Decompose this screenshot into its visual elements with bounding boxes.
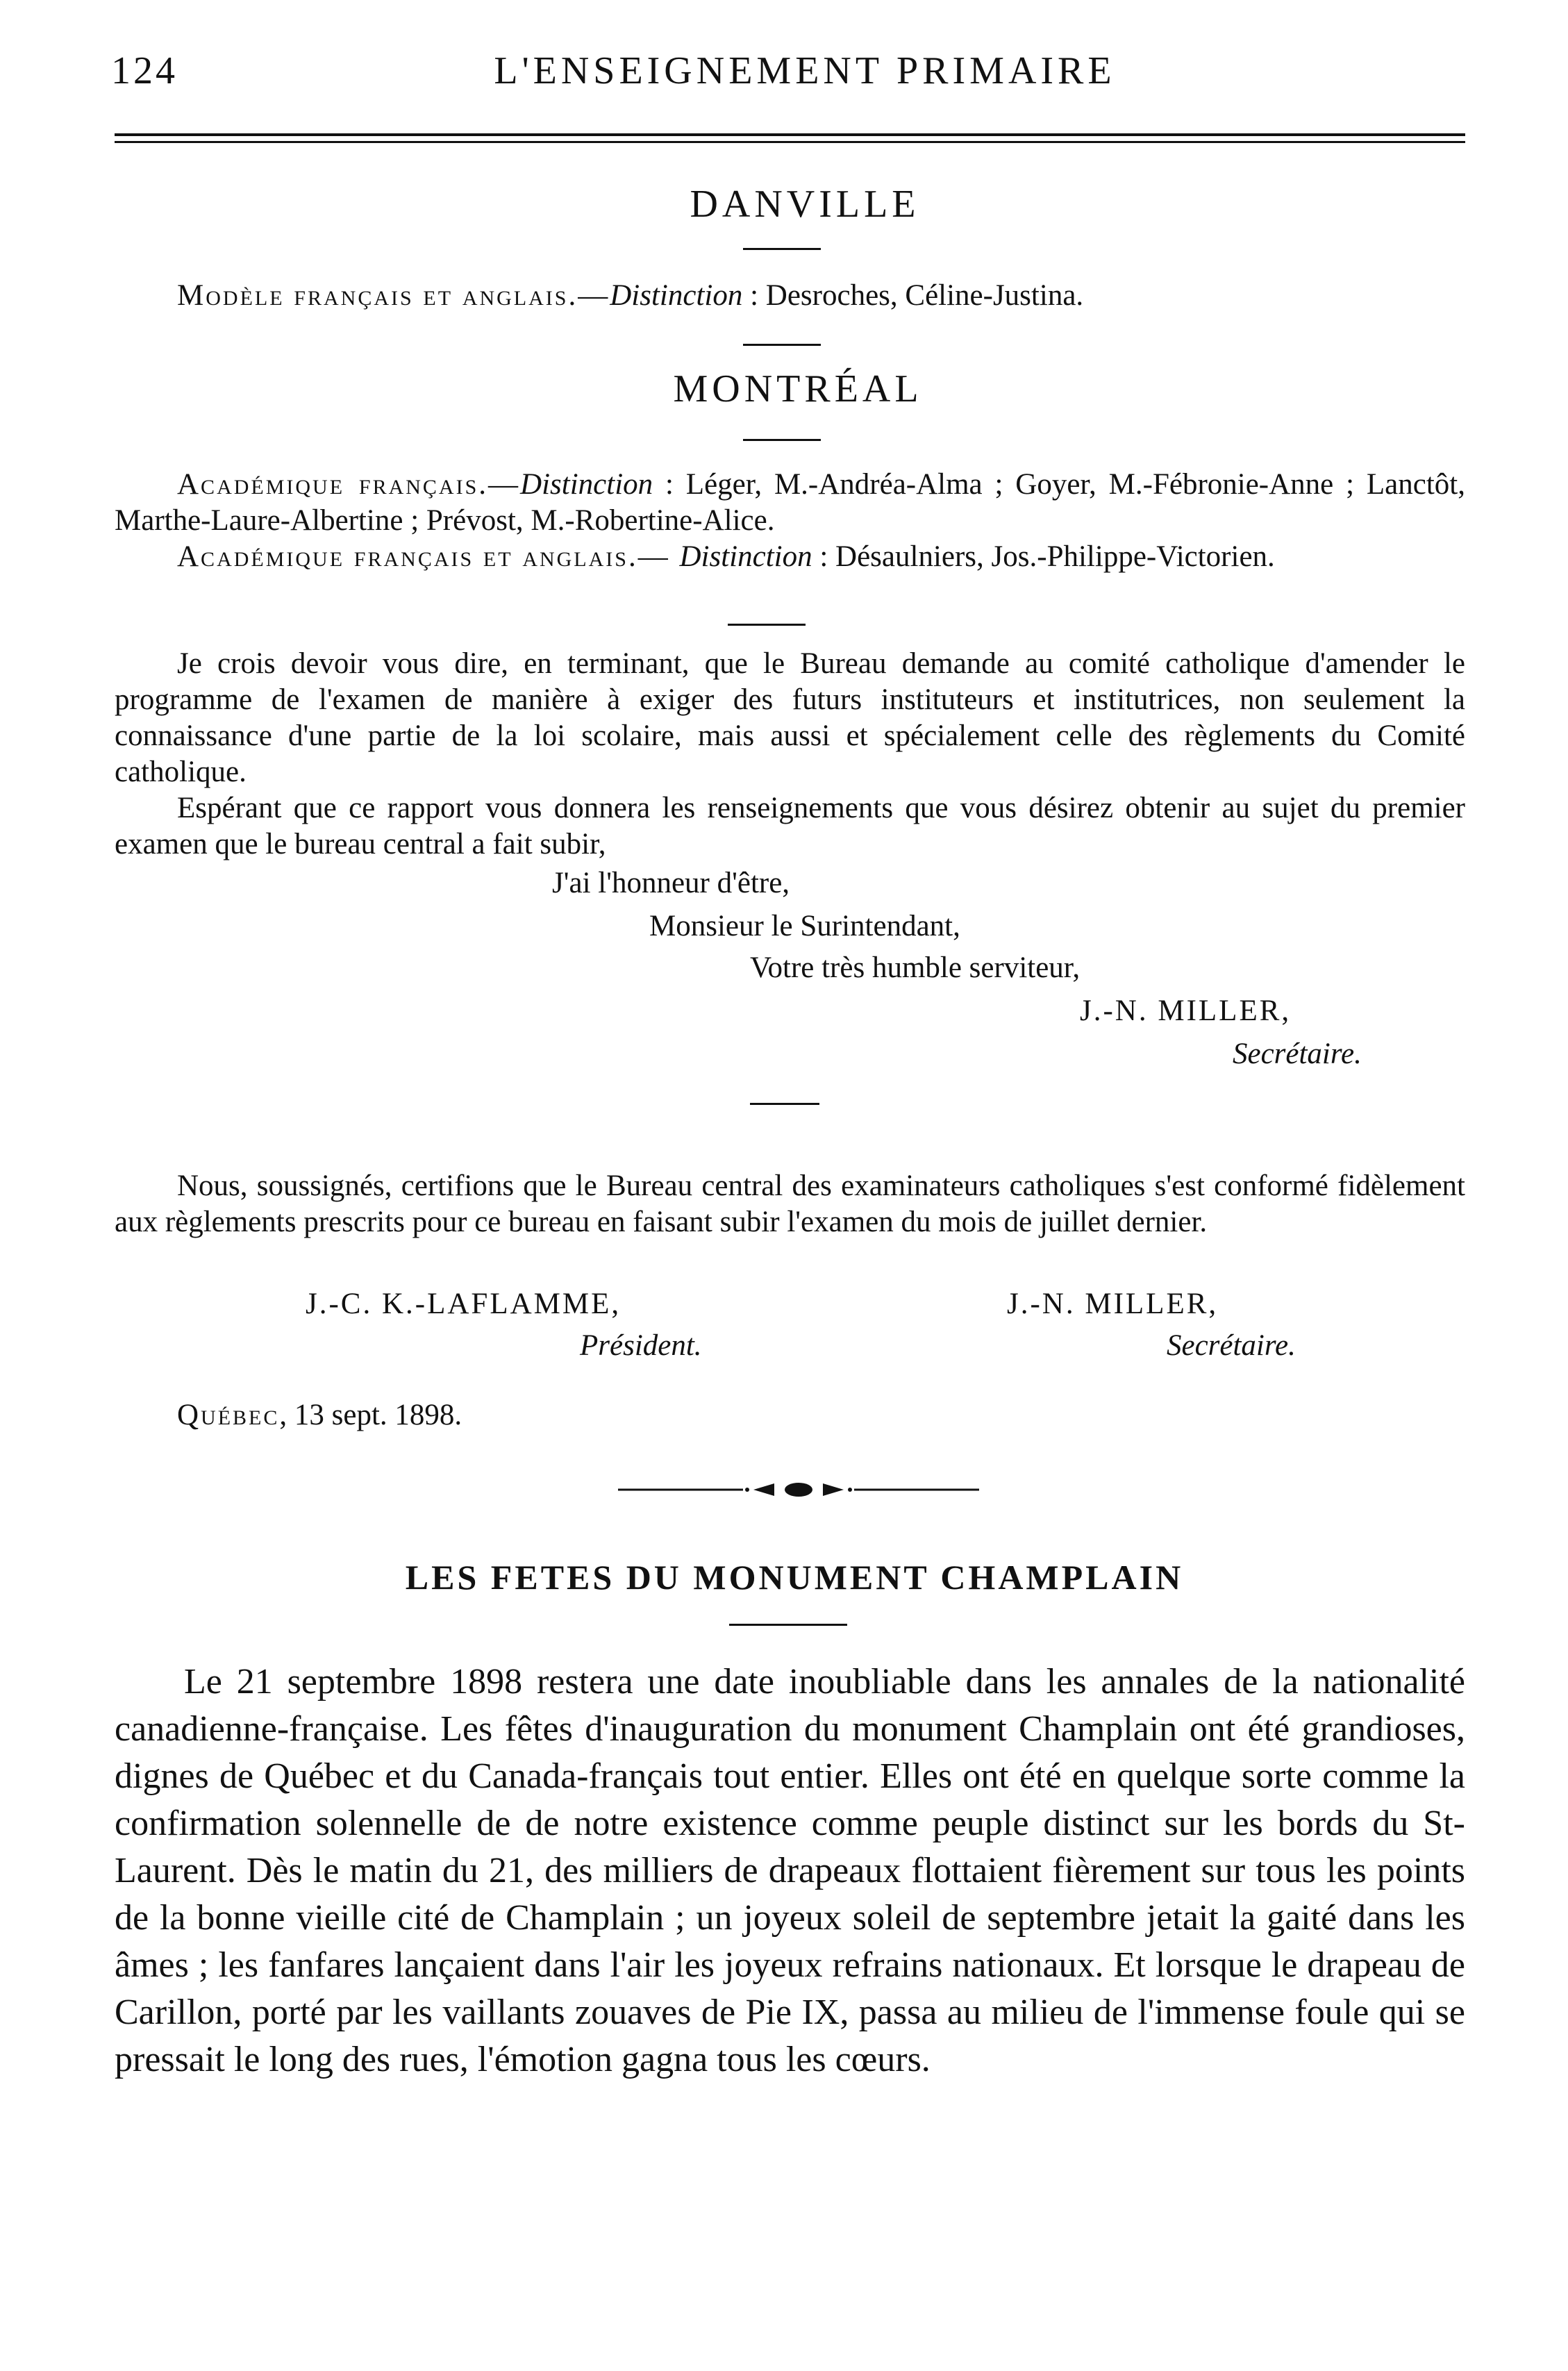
section-rule	[743, 439, 821, 441]
date: , 13 sept. 1898.	[279, 1399, 462, 1431]
student-names: : Léger, M.-Andréa-Alma ; Goyer, M.-Fébronie-Anne ; Lanctôt, Marthe-Laure-Albertine ; Prévost, M.-Robertine-Alice.	[115, 468, 1465, 537]
article-title: LES FETES DU MONUMENT CHAMPLAIN	[405, 1558, 1184, 1597]
school-type: Académique français.—	[177, 468, 521, 501]
place-date	[177, 1397, 462, 1433]
montreal-entry-2	[115, 539, 1465, 575]
section-heading-montreal: MONTRÉAL	[673, 367, 923, 410]
section-rule	[728, 624, 806, 626]
signatory-2-name: J.-N. MILLER,	[1007, 1288, 1219, 1320]
letter-closing-3: Votre très humble serviteur,	[750, 951, 1081, 984]
article-body: Le 21 septembre 1898 restera une date inoubliable dans les annales de la nationalité canadienne-française. Les fêtes d'inauguration du monument Champlain ont été grandioses, dignes de Québec et du Canada-français tout entier. Elles ont été en quelque sorte comme la confirmation solennelle de de notre existence comme peuple distinct sur les bords du St-Laurent. Dès le matin du 21, des milliers de drapeaux flottaient fièrement sur tous les points de la bonne vieille cité de Champlain ; un joyeux soleil de septembre jetait la gaité dans les âmes ; les fanfares lançaient dans l'air les joyeux refrains nationaux. Et lorsque le drapeau de Carillon, porté par les vaillants zouaves de Pie IX, passa au milieu de l'immense foule qui se pressait le long des rues, l'émotion gagna tous les cœurs.	[115, 1662, 1465, 2079]
section-rule	[743, 344, 821, 346]
letter-paragraph-2: Espérant que ce rapport vous donnera les renseignements que vous désirez obtenir au sujet du premier examen que le bureau central a fait subir,	[115, 792, 1465, 860]
montreal-entry-1	[115, 467, 1465, 539]
certification-text: Nous, soussignés, certifions que le Bureau central des examinateurs catholiques s'est conformé fidèlement aux règlements prescrits pour ce bureau en faisant subir l'examen du mois de juillet dernier.	[115, 1170, 1465, 1238]
place: Québec	[177, 1399, 280, 1431]
school-type: Académique français et anglais.—	[177, 540, 680, 573]
letter-signature: J.-N. MILLER,	[1080, 995, 1292, 1027]
distinction-label: Distinction	[610, 279, 743, 312]
signatory-1-title: Président.	[580, 1329, 702, 1362]
letter-closing-2: Monsieur le Surintendant,	[649, 910, 960, 942]
signatory-2-title: Secrétaire.	[1167, 1329, 1296, 1362]
ornament-divider	[618, 1481, 979, 1499]
student-names: : Desroches, Céline-Justina.	[742, 279, 1084, 312]
article-title-rule	[729, 1624, 847, 1626]
signatory-1-name: J.-C. K.-LAFLAMME,	[306, 1288, 622, 1320]
distinction-label: Distinction	[679, 540, 812, 573]
letter-signature-title: Secrétaire.	[1233, 1038, 1362, 1070]
running-title: L'ENSEIGNEMENT PRIMAIRE	[494, 49, 1116, 92]
page-number: 124	[111, 49, 178, 92]
section-heading-danville: DANVILLE	[690, 183, 920, 226]
danville-entry	[177, 278, 1358, 314]
letter-closing-1: J'ai l'honneur d'être,	[552, 867, 790, 899]
header-rule-bottom	[115, 141, 1465, 143]
school-type: Modèle français et anglais.—	[177, 279, 610, 312]
header-rule-top	[115, 133, 1465, 136]
section-rule	[743, 248, 821, 250]
section-rule	[750, 1103, 819, 1105]
letter-paragraph-1: Je crois devoir vous dire, en terminant, que le Bureau demande au comité catholique d'amender le programme de l'examen de manière à exiger des futurs instituteurs et institutrices, non seulement la connaissance d'une partie de la loi scolaire, mais aussi et spécialement celle des règlements du Comité catholique.	[115, 647, 1465, 788]
distinction-label: Distinction	[520, 468, 653, 501]
student-names: : Désaulniers, Jos.-Philippe-Victorien.	[812, 540, 1275, 573]
